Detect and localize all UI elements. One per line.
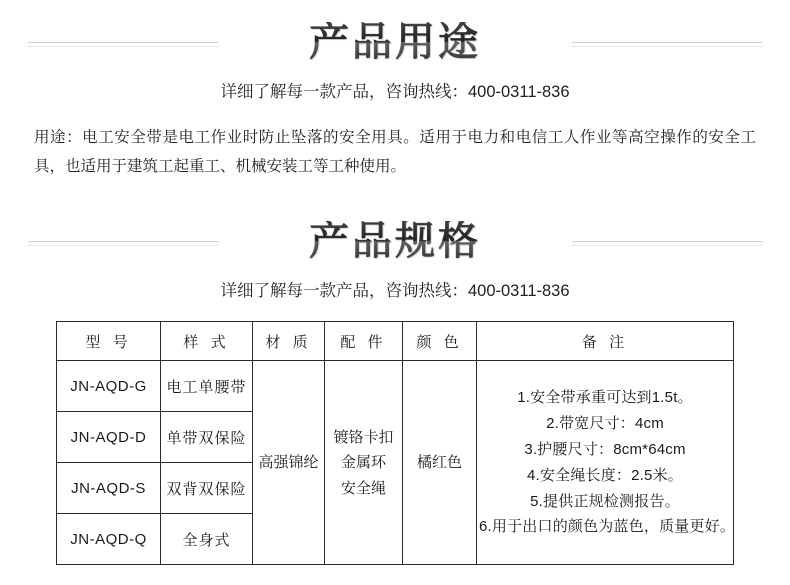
section-spec-title: 产品规格 (0, 221, 790, 261)
table-row (57, 361, 734, 412)
section-usage (0, 0, 790, 181)
section-usage-title: 产品用途 (0, 22, 790, 62)
cell-parts (325, 361, 403, 565)
cell-model: JN-AQD-S (57, 463, 161, 514)
cell-material: 高强锦纶 (253, 361, 325, 565)
cell-model: JN-AQD-D (57, 412, 161, 463)
section-usage-subtitle: 详细了解每一款产品，咨询热线：400-0311-836 (220, 83, 570, 101)
header-color: 颜 色 (403, 322, 477, 361)
header-model: 型 号 (57, 322, 161, 361)
header-parts: 配 件 (325, 322, 403, 361)
cell-style: 单带双保险 (161, 412, 253, 463)
header-remark: 备 注 (477, 322, 734, 361)
parts-line-3: 安全绳 (340, 479, 386, 497)
cell-model: JN-AQD-Q (57, 514, 161, 565)
section-spec (0, 181, 790, 565)
remark-item: 4.安全绳长度：2.5米。 (527, 466, 683, 484)
cell-remark (477, 361, 734, 565)
header-material: 材 质 (253, 322, 325, 361)
cell-model: JN-AQD-G (57, 361, 161, 412)
parts-line-1: 镀铬卡扣 (333, 428, 394, 446)
remark-item: 3.护腰尺寸：8cm*64cm (524, 441, 686, 459)
cell-style: 全身式 (161, 514, 253, 565)
remark-item: 6.用于出口的颜色为蓝色，质量更好。 (479, 518, 736, 536)
spec-table (56, 321, 734, 565)
remark-item: 5.提供正规检测报告。 (530, 492, 680, 510)
section-spec-subtitle: 详细了解每一款产品，咨询热线：400-0311-836 (220, 282, 570, 301)
cell-style: 电工单腰带 (161, 361, 253, 412)
remark-item: 2.带宽尺寸：4cm (546, 415, 664, 433)
header-style: 样 式 (161, 322, 253, 361)
remark-list (479, 385, 736, 540)
cell-color: 橘红色 (403, 361, 477, 565)
spec-table-wrapper (56, 321, 734, 565)
cell-style: 双背双保险 (161, 463, 253, 514)
usage-paragraph: 用途：电工安全带是电工作业时防止坠落的安全用具。适用于电力和电信工人作业等高空操作的安全工具，也适用于建筑工起重工、机械安装工等工种使用。 (34, 129, 756, 175)
remark-item: 1.安全带承重可达到1.5t。 (517, 389, 693, 407)
parts-line-2: 金属环 (340, 454, 386, 472)
table-header-row (57, 322, 734, 361)
